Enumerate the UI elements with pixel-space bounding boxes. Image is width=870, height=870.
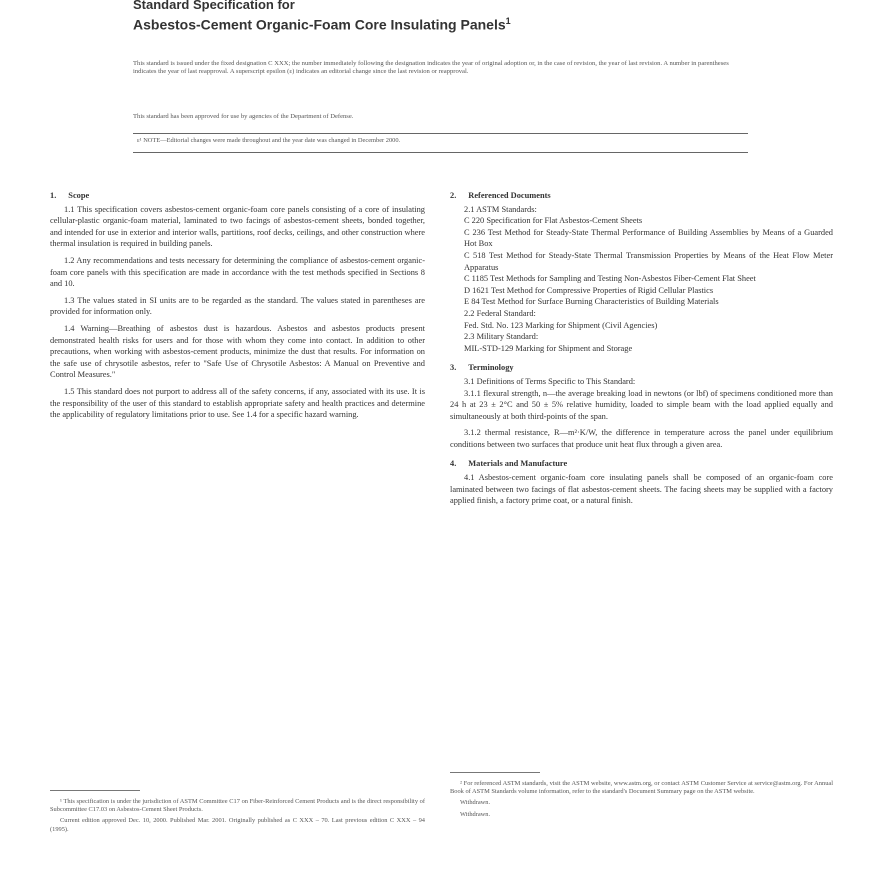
title-text: Asbestos-Cement Organic-Foam Core Insulating Panels <box>133 16 506 33</box>
section-number: 4. <box>450 459 457 469</box>
reference-item: Fed. Std. No. 123 Marking for Shipment (Civil Agencies) <box>464 320 658 330</box>
title-line-1: Standard Specification for <box>133 0 295 12</box>
footnote: Current edition approved Dec. 10, 2000. Published Mar. 2001. Originally published as C XXX – 70. Last previous edition C XXX – 94 (1995). <box>50 817 425 833</box>
editorial-note: ε¹ NOTE—Editorial changes were made throughout and the year date was changed in December 2000. <box>137 137 401 144</box>
dod-approval-note: This standard has been approved for use by agencies of the Department of Defense. <box>133 113 354 120</box>
reference-item: MIL-STD-129 Marking for Shipment and Storage <box>464 343 633 353</box>
paragraph: 1.4 Warning—Breathing of asbestos dust is hazardous. Asbestos and asbestos products present demonstrated health risks for users and for those with whom they come into contact. In addition to other precautions, when working with asbestos-cement products, minimize the dust that results. For information on the safe use of chrysotile asbestos, refer to "Safe Use of Chrysotile Asbestos: A Manual on Preventive and Control Measures." <box>50 323 425 380</box>
section-heading-materials <box>450 458 833 470</box>
top-rule <box>133 133 748 134</box>
document-title <box>133 0 753 34</box>
paragraph: 1.3 The values stated in SI units are to be regarded as the standard. The values stated in parentheses are provided for information only. <box>50 295 425 317</box>
footnote: Withdrawn. <box>460 810 491 818</box>
footnote-rule-left <box>50 790 140 791</box>
reference-item: D 1621 Test Method for Compressive Properties of Rigid Cellular Plastics <box>464 285 714 295</box>
paragraph: 3.1 Definitions of Terms Specific to This Standard: <box>464 376 636 386</box>
reference-item: C 220 Specification for Flat Asbestos-Cement Sheets <box>464 216 643 226</box>
paragraph: 3.1.1 flexural strength, n—the average breaking load in newtons (or lbf) of specimens conditioned more than 24 h at 23 ± 2°C and 50 ± 5% relative humidity, loaded to simple beam with the load applied equally and simultaneously at both third-points of the span. <box>450 388 833 421</box>
footnote: ² For referenced ASTM standards, visit the ASTM website, www.astm.org, or contact ASTM Customer Service at service@astm.org. For Annual Book of ASTM Standards volume information, refer to the standard's Document Summary page on the ASTM website. <box>450 780 833 796</box>
left-column <box>50 190 425 426</box>
right-column <box>450 190 833 512</box>
bottom-rule <box>133 152 748 153</box>
section-number: 1. <box>50 191 57 200</box>
paragraph: 3.1.2 thermal resistance, R—m²·K/W, the difference in temperature across the panel under equilibrium conditions between two surfaces that produce unit heat flux through a given area. <box>450 428 833 449</box>
footnote-rule-right <box>450 772 540 773</box>
footnote: Withdrawn. <box>460 799 491 807</box>
section-title: Terminology <box>468 363 514 373</box>
reference-item: E 84 Test Method for Surface Burning Characteristics of Building Materials <box>464 297 719 307</box>
paragraph: 4.1 Asbestos-cement organic-foam core insulating panels shall be composed of an organic-foam core laminated between two facings of flat asbestos-cement sheets. The facing sheets may be supplied with a factory applied finish, a factory prime coat, or a natural finish. <box>450 473 833 506</box>
footnotes-right <box>450 780 833 822</box>
section-title: Referenced Documents <box>468 191 551 200</box>
section-title: Scope <box>68 191 90 200</box>
reference-item: C 236 Test Method for Steady-State Thermal Performance of Building Assemblies by Means of a Guarded Hot Box <box>464 227 833 249</box>
section-title: Materials and Manufacture <box>468 459 568 469</box>
designation-notice: This standard is issued under the fixed designation C XXX; the number immediately following the designation indicates the year of original adoption or, in the case of revision, the year of last revision. A number in parentheses indicates the year of last reapproval. A superscript epsilon (ε) indicates an editorial change since the last revision or reapproval. <box>133 60 729 76</box>
paragraph: 1.2 Any recommendations and tests necessary for determining the compliance of asbestos-cement organic-foam core panels with this specification are made in accordance with the test methods specified in Sections 8 and 10. <box>50 255 425 289</box>
title-footnote-mark: 1 <box>505 16 511 26</box>
section-heading-referenced-documents <box>450 190 833 202</box>
reference-item: 2.3 Military Standard: <box>464 332 539 342</box>
paragraph: 1.5 This standard does not purport to address all of the safety concerns, if any, associated with its use. It is the responsibility of the user of this standard to establish appropriate safety and health practices and determine the applicability of regulatory limitations prior to use. See 1.4 for a specific hazard warning. <box>50 386 425 420</box>
footnote: ¹ This specification is under the jurisdiction of ASTM Committee C17 on Fiber-Reinforced Cement Products and is the direct responsibility of Subcommittee C17.03 on Asbestos-Cement Sheet Products. <box>50 798 425 814</box>
reference-item: 2.2 Federal Standard: <box>464 308 536 318</box>
footnotes-left <box>50 798 425 837</box>
paragraph: 1.1 This specification covers asbestos-cement organic-foam core panels consisting of a core of insulating cellular-plastic organic-foam material, laminated to two facings of asbestos-cement sheets, bonded together, and intended for use in exterior and interior walls, partitions, roof decks, ceilings, and other construction where thermal insulation is required in building panels. <box>50 204 425 249</box>
reference-item: 2.1 ASTM Standards: <box>464 204 537 214</box>
reference-item: C 518 Test Method for Steady-State Thermal Transmission Properties by Means of the Heat Flow Meter Apparatus <box>464 250 833 272</box>
section-number: 3. <box>450 363 457 373</box>
reference-item: C 1185 Test Methods for Sampling and Testing Non-Asbestos Fiber-Cement Flat Sheet <box>464 274 756 284</box>
section-heading-terminology <box>450 362 833 374</box>
title-line-2 <box>133 12 753 34</box>
section-number: 2. <box>450 191 457 200</box>
section-heading-scope <box>50 190 425 202</box>
